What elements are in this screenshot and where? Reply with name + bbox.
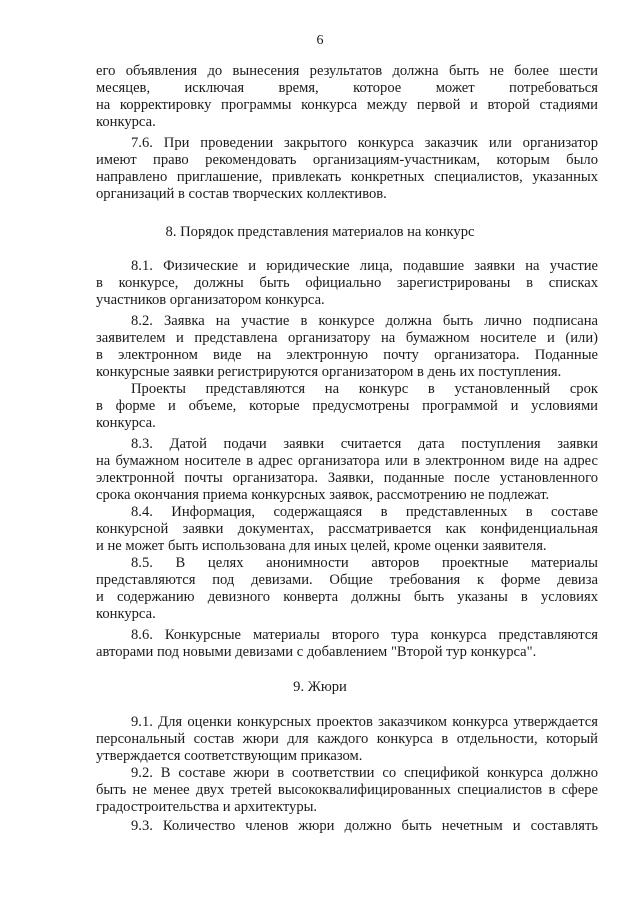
text-line: имеют право рекомендовать организациям-участникам, которым было	[96, 152, 598, 168]
text-line: конкурса.	[96, 114, 156, 130]
text-line: 8.6. Конкурсные материалы второго тура конкурса представляются	[131, 627, 598, 643]
text-line: и содержанию девизного конверта должны быть указаны в условиях	[96, 589, 598, 605]
text-line: 9.2. В составе жюри в соответствии со спецификой конкурса должно	[131, 765, 598, 781]
page-number: 6	[316, 33, 324, 48]
section-heading: 9. Жюри	[293, 679, 347, 695]
text-line: в форме и объеме, которые предусмотрены программой и условиями	[96, 398, 598, 414]
text-line: персональный состав жюри для каждого конкурса в отдельности, который	[96, 731, 598, 747]
text-line: участников организатором конкурса.	[96, 292, 325, 308]
section-heading: 8. Порядок представления материалов на конкурс	[165, 224, 475, 240]
text-line: 7.6. При проведении закрытого конкурса заказчик или организатор	[131, 135, 598, 151]
text-line: 9.3. Количество членов жюри должно быть нечетным и составлять	[131, 818, 598, 834]
text-line: организаций в состав творческих коллективов.	[96, 186, 387, 202]
text-line: его объявления до вынесения результатов должна быть не более шести	[96, 63, 598, 79]
text-line: и не может быть использована для иных целей, кроме оценки заявителя.	[96, 538, 547, 554]
text-line: в конкурсе, должны быть официально зарегистрированы в списках	[96, 275, 598, 291]
text-line: на бумажном носителе в адрес организатора или в электронном виде на адрес	[96, 453, 598, 469]
text-line: заявителем и представлена организатору на бумажном носителе и (или)	[96, 330, 598, 346]
text-line: конкурса.	[96, 415, 156, 431]
text-line: 9.1. Для оценки конкурсных проектов заказчиком конкурса утверждается	[131, 714, 598, 730]
text-line: Проекты представляются на конкурс в установленный срок	[131, 381, 598, 397]
text-line: конкурса.	[96, 606, 156, 622]
text-line: 8.1. Физические и юридические лица, подавшие заявки на участие	[131, 258, 598, 274]
text-line: градостроительства и архитектуры.	[96, 799, 318, 815]
text-line: срока окончания приема конкурсных заявок, рассмотрению не подлежат.	[96, 487, 550, 503]
text-line: на корректировку программы конкурса между первой и второй стадиями	[96, 97, 598, 113]
text-line: представляются под девизами. Общие требования к форме девиза	[96, 572, 598, 588]
text-line: электронной почты организатора. Заявки, поданные после установленного	[96, 470, 598, 486]
text-line: быть не менее двух третей высококвалифицированных специалистов в сфере	[96, 782, 598, 798]
text-line: 8.4. Информация, содержащаяся в представленных в составе	[131, 504, 598, 520]
text-line: 8.5. В целях анонимности авторов проектные материалы	[131, 555, 598, 571]
text-line: месяцев, исключая время, которое может потребоваться	[96, 80, 598, 96]
text-line: конкурсные заявки регистрируются организатором в день их поступления.	[96, 364, 562, 380]
text-line: направлено приглашение, привлекать конкретных специалистов, указанных	[96, 169, 598, 185]
text-line: 8.3. Датой подачи заявки считается дата поступления заявки	[131, 436, 598, 452]
text-line: в электронном виде на электронную почту организатора. Поданные	[96, 347, 598, 363]
text-line: 8.2. Заявка на участие в конкурсе должна быть лично подписана	[131, 313, 598, 329]
text-line: утверждается соответствующим приказом.	[96, 748, 363, 764]
text-line: авторами под новыми девизами с добавлением "Второй тур конкурса".	[96, 644, 537, 660]
text-line: конкурсной заявки документах, рассматривается как конфиденциальная	[96, 521, 598, 537]
